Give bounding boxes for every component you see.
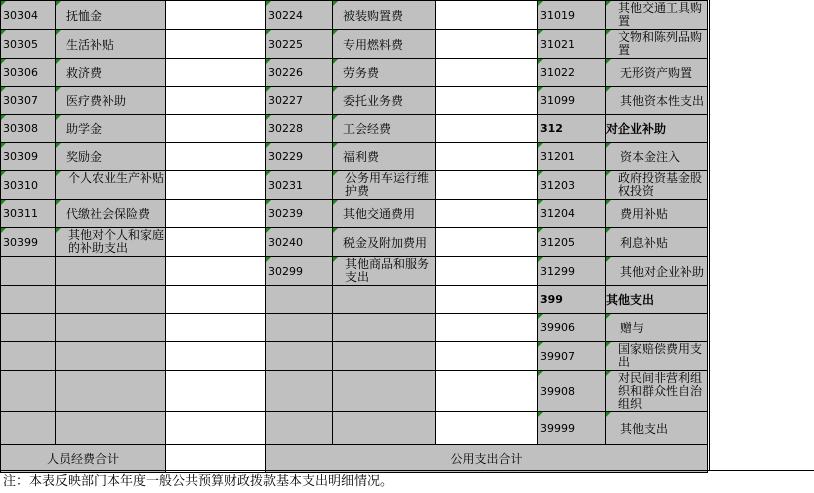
item-name-cell: 税金及附加费用 xyxy=(333,228,436,257)
code-cell: 31204 xyxy=(538,200,606,228)
item-name-cell: 劳务费 xyxy=(333,59,436,87)
item-name-cell: 资本金注入 xyxy=(606,143,708,171)
item-name-cell xyxy=(333,342,436,371)
code-cell: 31201 xyxy=(538,143,606,171)
code-cell xyxy=(266,371,333,412)
item-name-cell: 费用补贴 xyxy=(606,200,708,228)
table-row xyxy=(1,342,708,371)
item-name-cell xyxy=(333,412,436,445)
code-cell: 31019 xyxy=(538,1,606,30)
code-cell: 30399 xyxy=(1,228,56,257)
amount-cell xyxy=(436,412,538,445)
code-cell xyxy=(266,286,333,314)
amount-cell xyxy=(166,342,266,371)
item-name-cell: 其他交通费用 xyxy=(333,200,436,228)
amount-cell xyxy=(166,1,266,30)
amount-cell xyxy=(436,257,538,286)
code-cell xyxy=(1,412,56,445)
code-cell: 399 xyxy=(538,286,606,314)
code-cell: 30228 xyxy=(266,115,333,143)
item-name-cell: 委托业务费 xyxy=(333,87,436,115)
code-cell: 39999 xyxy=(538,412,606,445)
amount-cell xyxy=(166,143,266,171)
item-name-cell: 救济费 xyxy=(56,59,166,87)
table-row xyxy=(1,171,708,200)
code-cell: 31099 xyxy=(538,87,606,115)
item-name-cell xyxy=(56,371,166,412)
item-name-cell: 生活补贴 xyxy=(56,30,166,59)
amount-cell xyxy=(166,171,266,200)
amount-cell xyxy=(166,412,266,445)
table-row xyxy=(1,412,708,445)
code-cell: 30240 xyxy=(266,228,333,257)
amount-cell xyxy=(436,1,538,30)
item-name-cell: 福利费 xyxy=(333,143,436,171)
item-name-cell xyxy=(333,286,436,314)
amount-cell xyxy=(166,30,266,59)
item-name-cell xyxy=(56,257,166,286)
code-cell: 31299 xyxy=(538,257,606,286)
amount-cell xyxy=(166,87,266,115)
code-cell: 31205 xyxy=(538,228,606,257)
code-cell: 30224 xyxy=(266,1,333,30)
amount-cell xyxy=(436,59,538,87)
table-row xyxy=(1,228,708,257)
table-row xyxy=(1,143,708,171)
code-cell: 30229 xyxy=(266,143,333,171)
code-cell: 31022 xyxy=(538,59,606,87)
table-row xyxy=(1,200,708,228)
code-cell: 39907 xyxy=(538,342,606,371)
totals-row xyxy=(1,445,708,473)
amount-cell xyxy=(166,228,266,257)
item-name-cell: 其他支出 xyxy=(606,412,708,445)
right-empty-column xyxy=(709,0,814,470)
item-name-cell: 对企业补助 xyxy=(606,115,708,143)
amount-cell xyxy=(436,200,538,228)
item-name-cell: 其他支出 xyxy=(606,286,708,314)
code-cell: 30306 xyxy=(1,59,56,87)
item-name-cell: 国家赔偿费用支出 xyxy=(606,342,708,371)
amount-cell xyxy=(166,314,266,342)
item-name-cell: 其他交通工具购置 xyxy=(606,1,708,30)
code-cell xyxy=(1,286,56,314)
code-cell xyxy=(266,342,333,371)
item-name-cell: 无形资产购置 xyxy=(606,59,708,87)
code-cell: 30225 xyxy=(266,30,333,59)
amount-cell xyxy=(436,171,538,200)
code-cell: 312 xyxy=(538,115,606,143)
code-cell: 30310 xyxy=(1,171,56,200)
item-name-cell: 个人农业生产补贴 xyxy=(56,171,166,200)
item-name-cell: 奖励金 xyxy=(56,143,166,171)
code-cell: 30309 xyxy=(1,143,56,171)
code-cell: 39906 xyxy=(538,314,606,342)
item-name-cell: 其他对个人和家庭的补助支出 xyxy=(56,228,166,257)
amount-cell xyxy=(166,115,266,143)
item-name-cell: 利息补贴 xyxy=(606,228,708,257)
item-name-cell xyxy=(56,286,166,314)
code-cell: 30299 xyxy=(266,257,333,286)
amount-cell xyxy=(436,228,538,257)
table-row xyxy=(1,59,708,87)
amount-cell xyxy=(166,200,266,228)
table-row xyxy=(1,30,708,59)
item-name-cell: 政府投资基金股权投资 xyxy=(606,171,708,200)
item-name-cell: 文物和陈列品购置 xyxy=(606,30,708,59)
code-cell xyxy=(266,314,333,342)
item-name-cell: 其他资本性支出 xyxy=(606,87,708,115)
amount-cell xyxy=(166,286,266,314)
amount-cell xyxy=(436,342,538,371)
code-cell: 30226 xyxy=(266,59,333,87)
amount-cell xyxy=(436,87,538,115)
code-cell: 30308 xyxy=(1,115,56,143)
item-name-cell xyxy=(56,314,166,342)
item-name-cell: 代缴社会保险费 xyxy=(56,200,166,228)
item-name-cell: 工会经费 xyxy=(333,115,436,143)
public-total-label: 公用支出合计 xyxy=(266,445,708,473)
personnel-total-amount xyxy=(166,445,266,473)
table-row xyxy=(1,257,708,286)
table-row xyxy=(1,87,708,115)
item-name-cell xyxy=(56,342,166,371)
table-row xyxy=(1,286,708,314)
code-cell xyxy=(1,257,56,286)
footnote: 注：本表反映部门本年度一般公共预算财政拨款基本支出明细情况。 xyxy=(0,470,814,492)
code-cell: 39908 xyxy=(538,371,606,412)
table-row xyxy=(1,1,708,30)
code-cell: 30307 xyxy=(1,87,56,115)
code-cell: 30227 xyxy=(266,87,333,115)
amount-cell xyxy=(436,371,538,412)
code-cell xyxy=(1,314,56,342)
amount-cell xyxy=(436,314,538,342)
amount-cell xyxy=(436,286,538,314)
personnel-total-label: 人员经费合计 xyxy=(1,445,166,473)
item-name-cell: 公务用车运行维护费 xyxy=(333,171,436,200)
code-cell: 31203 xyxy=(538,171,606,200)
code-cell: 30231 xyxy=(266,171,333,200)
item-name-cell: 其他对企业补助 xyxy=(606,257,708,286)
item-name-cell: 专用燃料费 xyxy=(333,30,436,59)
table-row xyxy=(1,314,708,342)
amount-cell xyxy=(166,257,266,286)
code-cell: 30305 xyxy=(1,30,56,59)
item-name-cell: 助学金 xyxy=(56,115,166,143)
item-name-cell xyxy=(56,412,166,445)
code-cell: 30304 xyxy=(1,1,56,30)
code-cell xyxy=(1,371,56,412)
code-cell xyxy=(1,342,56,371)
table-row xyxy=(1,371,708,412)
item-name-cell: 其他商品和服务支出 xyxy=(333,257,436,286)
item-name-cell: 医疗费补助 xyxy=(56,87,166,115)
item-name-cell xyxy=(333,371,436,412)
amount-cell xyxy=(166,371,266,412)
table-row xyxy=(1,115,708,143)
code-cell: 30239 xyxy=(266,200,333,228)
item-name-cell: 赠与 xyxy=(606,314,708,342)
item-name-cell: 对民间非营利组织和群众性自治组织 xyxy=(606,371,708,412)
item-name-cell: 被装购置费 xyxy=(333,1,436,30)
code-cell: 30311 xyxy=(1,200,56,228)
item-name-cell: 抚恤金 xyxy=(56,1,166,30)
code-cell: 31021 xyxy=(538,30,606,59)
item-name-cell xyxy=(333,314,436,342)
amount-cell xyxy=(436,115,538,143)
amount-cell xyxy=(436,30,538,59)
code-cell xyxy=(266,412,333,445)
amount-cell xyxy=(166,59,266,87)
amount-cell xyxy=(436,143,538,171)
